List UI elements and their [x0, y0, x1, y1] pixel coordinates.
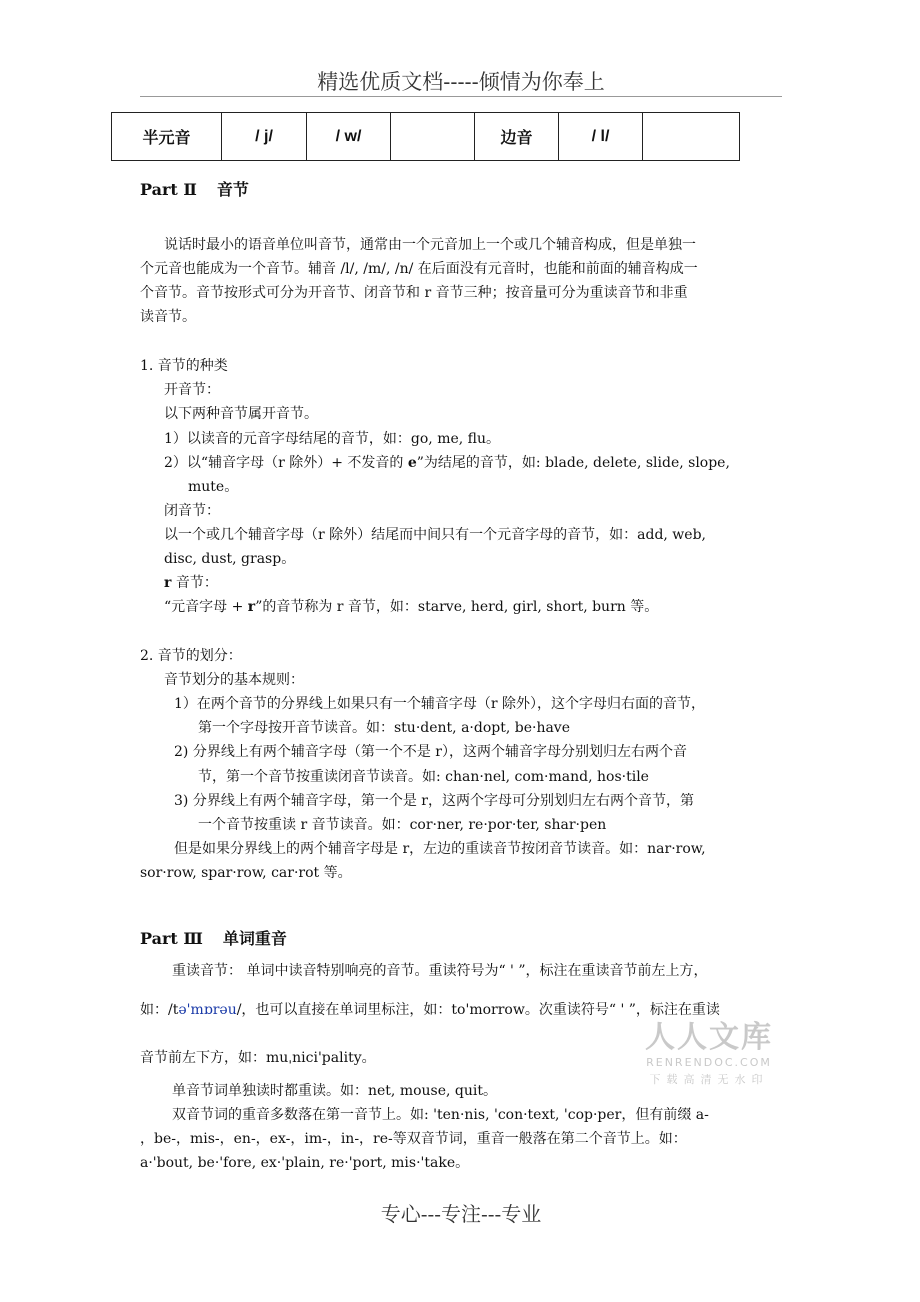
part2-intro-line: 读音节。	[140, 309, 196, 325]
open-item-2-pre: 2）以“辅音字母（r 除外）+ 不发音的	[164, 455, 408, 471]
r-title-bold: r	[164, 575, 172, 591]
stress-example-ipa: ə'mɒrəu	[178, 1002, 237, 1018]
open-syllable-title: 开音节：	[164, 382, 220, 398]
rule-3: 3) 分界线上有两个辅音字母，第一个是 r，这两个字母可分别划归左右两个音节，第	[174, 793, 694, 809]
part2-number: Part Ⅱ	[140, 180, 197, 199]
open-syllable-item-2	[164, 454, 730, 472]
part2-heading	[140, 177, 249, 200]
section1-title: 1. 音节的种类	[140, 358, 228, 374]
part3-heading	[140, 926, 287, 949]
disyllable-rule-cont: ，be-，mis-，en-，ex-，im-，in-，re-等双音节词，重音一般落在第二个音节上。如：	[140, 1131, 687, 1147]
r-desc-post: ”的音节称为 r 音节，如：starve, herd, girl, short, burn 等。	[255, 599, 659, 615]
closed-syllable-desc: 以一个或几个辅音字母（r 除外）结尾而中间只有一个元音字母的音节，如：add, web,	[164, 527, 706, 543]
table-row	[112, 113, 740, 161]
exception-note: 但是如果分界线上的两个辅音字母是 r，左边的重读音节按闭音节读音。如：nar·row,	[174, 841, 706, 857]
table-cell-lateral-label: 边音	[475, 113, 559, 161]
stress-def-line: 音节前左下方，如：muˌnici'pality。	[140, 1050, 376, 1066]
watermark-slogan: 下载高清无水印	[649, 1073, 769, 1086]
table-cell-l: / l/	[559, 113, 643, 161]
closed-syllable-title: 闭音节：	[164, 503, 220, 519]
rule-1: 1）在两个音节的分界线上如果只有一个辅音字母（r 除外），这个字母归右面的音节，	[174, 696, 706, 712]
part2-intro-line: 说话时最小的语音单位叫音节，通常由一个元音加上一个或几个辅音构成，但是单独一	[164, 237, 696, 253]
table-cell-semivowel-label: 半元音	[112, 113, 222, 161]
r-desc-pre: “元音字母 +	[164, 599, 248, 615]
watermark	[644, 1012, 774, 1087]
disyllable-rule: 双音节词的重音多数落在第一音节上。如: 'ten·nis, 'con·text, 'cop·per，但有前缀 a-	[172, 1107, 709, 1123]
rule-1-cont: 第一个字母按开音节读音。如：stu·dent, a·dopt, be·have	[198, 720, 570, 736]
watermark-domain: RENRENDOC.COM	[646, 1056, 772, 1069]
disyllable-rule-examples: a·'bout, be·'fore, ex·'plain, re·'port, mis·'take。	[140, 1155, 470, 1171]
page-header: 精选优质文档-----倾情为你奉上	[140, 66, 782, 97]
rule-3-cont: 一个音节按重读 r 音节读音。如：cor·ner, re·por·ter, shar·pen	[198, 817, 607, 833]
stress-example-post: /，也可以直接在单词里标注，如：to'morrow。次重读符号“ ' ”，标注在重读	[236, 1002, 720, 1018]
stress-def-line: 重读音节： 单词中读音特别响亮的音节。重读符号为“ ' ”，标注在重读音节前左上方，	[172, 963, 708, 979]
open-syllable-item-2-cont: mute。	[188, 479, 239, 495]
section2-title: 2. 音节的划分：	[140, 648, 242, 664]
part2-title: 音节	[216, 180, 249, 199]
stress-def-line	[140, 1001, 720, 1019]
rules-title: 音节划分的基本规则：	[164, 672, 304, 688]
rule-2: 2) 分界线上有两个辅音字母（第一个不是 r），这两个辅音字母分别划归左右两个音	[174, 744, 687, 760]
stress-example-pre: 如：/t	[140, 1002, 179, 1018]
r-title-rest: 音节：	[171, 575, 218, 591]
part2-intro-line: 个元音也能成为一个音节。辅音 /l/, /m/, /n/ 在后面没有元音时，也能和前面的辅音构成一	[140, 261, 698, 277]
table-cell-empty	[391, 113, 475, 161]
exception-note-cont: sor·row, spar·row, car·rot 等。	[140, 865, 352, 881]
part3-title: 单词重音	[222, 929, 287, 948]
watermark-logo-text: 人人文库	[645, 1020, 773, 1055]
open-item-2-post: ”为结尾的音节，如: blade, delete, slide, slope,	[416, 455, 730, 471]
r-syllable-desc	[164, 598, 658, 616]
table-cell-empty	[643, 113, 740, 161]
phoneme-table	[111, 112, 740, 161]
rule-2-cont: 节，第一个音节按重读闭音节读音。如: chan·nel, com·mand, hos·tile	[198, 769, 649, 785]
table-cell-j: / j/	[222, 113, 307, 161]
open-syllable-desc: 以下两种音节属开音节。	[164, 406, 318, 422]
r-desc-bold: r	[247, 599, 256, 615]
closed-syllable-desc-cont: disc, dust, grasp。	[164, 551, 296, 567]
open-item-2-bold: e	[407, 455, 417, 471]
page-footer: 专心---专注---专业	[380, 1202, 542, 1226]
r-syllable-title	[164, 574, 218, 592]
part3-number: Part Ⅲ	[140, 929, 203, 948]
open-syllable-item-1: 1）以读音的元音字母结尾的音节，如：go, me, flu。	[164, 431, 501, 447]
part2-intro-line: 个音节。音节按形式可分为开音节、闭音节和 r 音节三种；按音量可分为重读音节和非重	[140, 285, 688, 301]
table-cell-w: / w/	[307, 113, 391, 161]
monosyllable-rule: 单音节词单独读时都重读。如：net, mouse, quit。	[172, 1083, 498, 1099]
